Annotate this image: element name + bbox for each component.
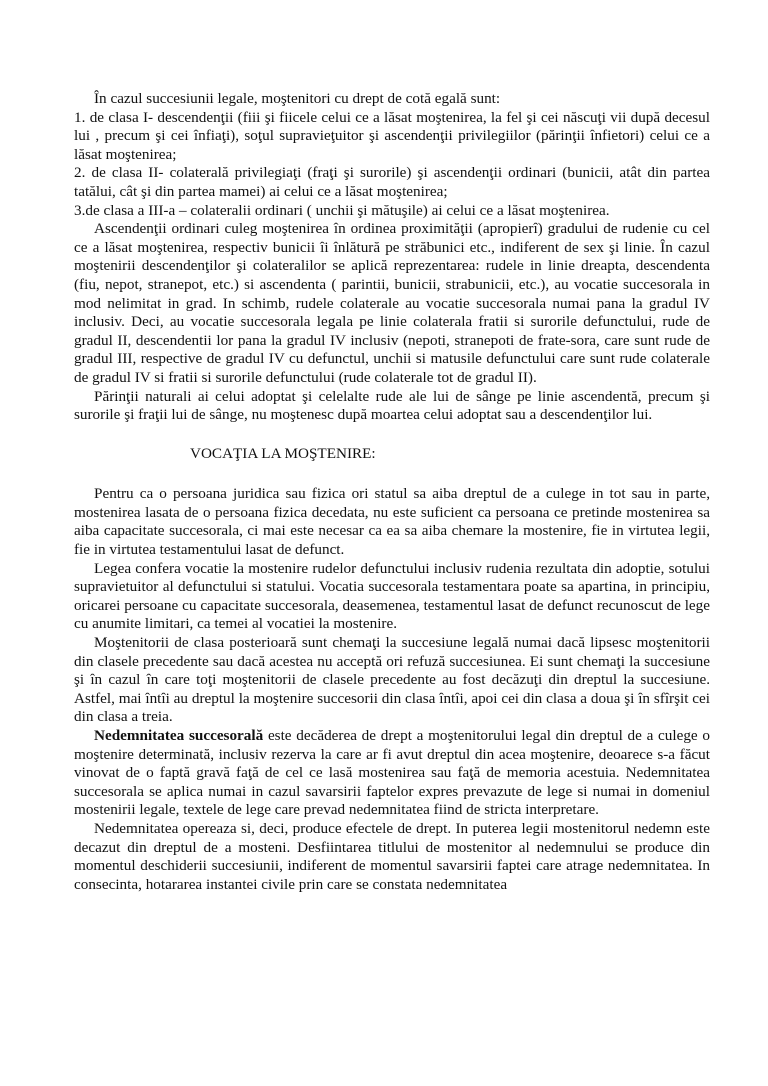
paragraph-vocation-3: Moştenitorii de clasa posterioară sunt chemaţi la succesiune legală numai dacă lipsesc moştenitorii din clasele precedente sau dacă acestea nu acceptă ori refuză succesiunea. Ei sunt chemaţi la succesiune şi în cazul în care toţi moştenitorii de clasele precedente au fost decăzuţi din dreptul la succesiune. Astfel, mai întîi au dreptul la moştenire succesorii din clasa întîi, apoi cei din clasa a doua şi în sfîrşit cei din clasa a treia. [74,634,710,726]
section-heading: VOCAŢIA LA MOŞTENIRE: [190,444,376,462]
list-item-class-2: 2. de clasa II- colaterală privilegiaţi (fraţi şi surorile) şi ascendenţii ordinari (bunicii, atât din partea tatălui, cât şi din partea mamei) ai celui ce a lăsat moştenirea; [74,164,710,200]
paragraph-intro: În cazul succesiunii legale, moştenitori cu drept de cotă egală sunt: [94,90,501,107]
paragraph-unworthiness [74,727,710,820]
paragraph-unworthiness-text: este decăderea de drept a moştenitorului legal din dreptul de a culege o moştenire determinată, inclusiv rezerva la care ar fi avut dreptul din acea moştenire, deoarece s-a făcut vinovat de o faptă gravă faţă de cel ce lasă mostenirea sau faţă de memoria acestuia. Nedemnitatea succesorala se aplica numai in cazul savarsirii faptelor expres prevazute de lege si numai in domeniul mostenirii legale, textele de lege care prevad nedemnitatea fiind de stricta interpretare. [74,727,710,819]
list-item-class-3: 3.de clasa a III-a – colateralii ordinari ( unchii şi mătuşile) ai celui ce a lăsat moştenirea. [74,201,610,219]
paragraph-natural-parents: Părinţii naturali ai celui adoptat şi celelalte rude ale lui de sânge pe linie ascendentă, precum şi surorile şi fraţii lui de sânge, nu moştenesc după moartea celui adoptat sau a descendenţilor lui. [74,387,710,424]
paragraph-effects: Nedemnitatea opereaza si, deci, produce efectele de drept. In puterea legii mostenitorul nedemn este decazut din dreptul de a mosteni. Desfiintarea titlului de mostenitor al nedemnului se produce din momentul deschiderii succesiunii, indiferent de momentul savarsirii faptei care atrage nedemnitatea. In consecinta, hotararea instantei civile prin care se constata nedemnitatea [74,819,710,893]
paragraph-ascendants: Ascendenţii ordinari culeg moştenirea în ordinea proximităţii (apropierî) gradului de rudenie cu cel ce a lăsat moştenirea, respectiv bunicii îi înlătură pe străbunici etc., indiferent de sex şi linie. În cazul moştenirii descendenţilor şi colateralilor se aplică reprezentarea: rudele in linie dreapta, descendenta (fiu, nepot, stranepot, etc.) si ascendenta ( parintii, bunicii, strabunicii, etc.), au vocatie succesorala in mod nelimitat in grad. In schimb, rudele colaterale au vocatie succesorala numai pana la gradul IV inclusiv. Deci, au vocatie succesorala legala pe linie colaterala fratii si surorile defunctului, rude de gradul II, descendentii lor pana la gradul IV inclusiv (nepoti, stranepoti de frate-sora, care sunt rude de gradul III, respective de gradul IV cu defunctul, unchii si matusile defunctului care sunt rude colaterale de gradul IV si fratii si surorile defunctului (rude colaterale tot de gradul II). [74,220,710,386]
term-unworthiness: Nedemnitatea succesorală [94,727,264,744]
document-body [74,90,710,894]
paragraph-vocation-2: Legea confera vocatie la mostenire rudelor defunctului inclusiv rudenia rezultata din adoptie, sotului supravietuitor al defunctului si statului. Vocatia succesorala testamentara poate sa apartina, in principiu, oricarei persoane cu capacitate succesorala, deasemenea, testamentul lasat de defunct recunoscut de lege cu anumite limitari, ca temei al vocatiei la mostenire. [74,559,710,633]
list-item-class-1: 1. de clasa I- descendenţii (fiii şi fiicele celui ce a lăsat moştenirea, la fel şi cei născuţi vii după decesul lui , precum şi cei înfiaţi), soţul supravieţuitor şi ascendenţii privilegiilor (părinţii înfietori) celui ce a lăsat moştenirea; [74,108,710,163]
paragraph-vocation-1: Pentru ca o persoana juridica sau fizica ori statul sa aiba dreptul de a culege in tot sau in parte, mostenirea lasata de o persoana fizica decedata, nu este suficient ca persoana ce pretinde mostenirea sa aiba capacitate succesorala, ci mai este necesar ca ea sa aiba chemare la mostenire, fie in virtutea legii, fie in virtutea testamentului lasat de defunct. [74,485,710,559]
